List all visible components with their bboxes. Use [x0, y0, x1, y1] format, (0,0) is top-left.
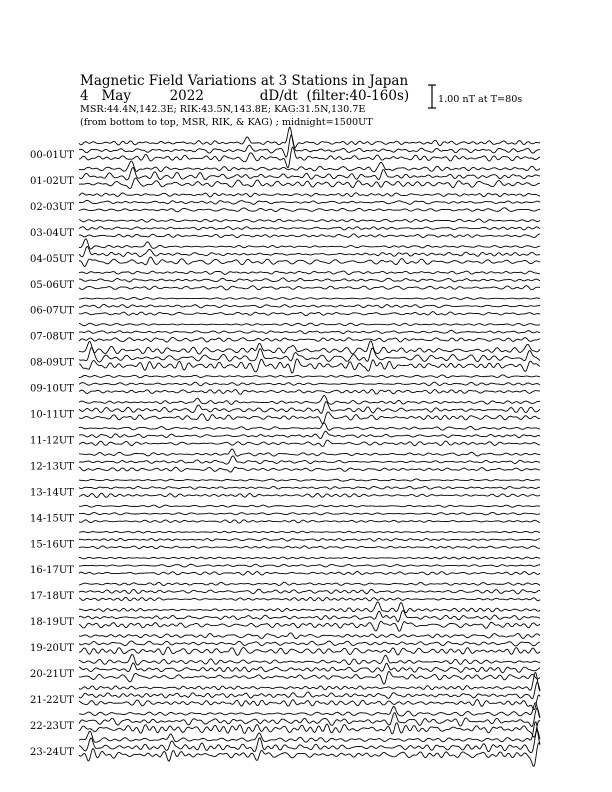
trace-msr-11-12ut	[79, 440, 540, 446]
trace-rik-22-23ut	[79, 708, 540, 727]
filter-label: (filter:40-160s)	[306, 88, 410, 104]
date-year: 2022	[169, 88, 204, 104]
trace-rik-03-04ut	[79, 227, 540, 230]
trace-kag-13-14ut	[79, 479, 540, 481]
trace-msr-12-13ut	[79, 467, 540, 472]
trace-rik-12-13ut	[79, 456, 540, 464]
hour-label: 11-12UT	[30, 435, 74, 447]
trace-rik-09-10ut	[79, 382, 540, 386]
trace-msr-16-17ut	[79, 571, 540, 575]
waveform-traces	[79, 127, 540, 766]
trace-kag-22-23ut	[79, 703, 540, 718]
trace-rik-06-07ut	[79, 304, 540, 308]
hour-label: 05-06UT	[30, 279, 74, 291]
hour-label: 15-16UT	[30, 539, 74, 551]
hour-label: 06-07UT	[30, 305, 74, 317]
trace-msr-01-02ut	[79, 178, 540, 189]
date-month: May	[101, 88, 131, 104]
trace-msr-07-08ut	[79, 337, 540, 342]
trace-kag-20-21ut	[79, 654, 540, 665]
trace-kag-06-07ut	[79, 297, 540, 299]
trace-msr-05-06ut	[79, 286, 540, 290]
order-note-line: (from bottom to top, MSR, RIK, & KAG) ; midnight=1500UT	[80, 117, 373, 128]
trace-kag-00-01ut	[79, 127, 540, 148]
trace-kag-02-03ut	[79, 193, 540, 197]
hour-label: 16-17UT	[30, 565, 74, 577]
trace-kag-03-04ut	[79, 219, 540, 222]
hour-label: 09-10UT	[30, 383, 74, 395]
hour-label: 03-04UT	[30, 227, 74, 239]
trace-msr-14-15ut	[79, 520, 540, 523]
hour-label: 14-15UT	[30, 513, 74, 525]
trace-msr-06-07ut	[79, 312, 540, 316]
trace-msr-02-03ut	[79, 208, 540, 212]
hour-label: 08-09UT	[30, 357, 74, 369]
scale-bar-label: 1.00 nT at T=80s	[438, 94, 523, 105]
trace-kag-17-18ut	[79, 582, 540, 585]
trace-rik-18-19ut	[79, 610, 540, 621]
hour-label: 20-21UT	[30, 669, 74, 680]
trace-rik-07-08ut	[79, 330, 540, 333]
trace-kag-07-08ut	[79, 323, 540, 326]
trace-kag-04-05ut	[79, 239, 540, 249]
hour-label: 18-19UT	[30, 617, 74, 629]
trace-rik-15-16ut	[79, 538, 540, 541]
hour-label: 12-13UT	[30, 461, 74, 473]
hour-label: 07-08UT	[30, 331, 74, 343]
trace-msr-10-11ut	[79, 412, 540, 424]
hour-label: 21-22UT	[30, 694, 74, 706]
trace-msr-03-04ut	[79, 234, 540, 238]
trace-kag-19-20ut	[79, 633, 540, 639]
trace-kag-09-10ut	[79, 375, 540, 378]
hour-label: 00-01UT	[30, 150, 74, 161]
trace-msr-13-14ut	[79, 493, 540, 497]
trace-msr-19-20ut	[79, 647, 540, 655]
trace-rik-00-01ut	[79, 135, 540, 157]
trace-msr-17-18ut	[79, 597, 540, 601]
trace-rik-17-18ut	[79, 589, 540, 594]
hour-label: 04-05UT	[30, 253, 74, 265]
hour-label: 23-24UT	[30, 746, 74, 758]
trace-msr-23-24ut	[79, 743, 540, 767]
hour-label: 02-03UT	[30, 201, 74, 213]
trace-rik-13-14ut	[79, 486, 540, 489]
trace-kag-08-09ut	[79, 341, 540, 354]
hour-label: 13-14UT	[30, 487, 74, 499]
trace-kag-01-02ut	[79, 161, 540, 172]
trace-kag-11-12ut	[79, 423, 540, 430]
trace-rik-14-15ut	[79, 512, 540, 514]
trace-rik-23-24ut	[79, 730, 540, 753]
trace-msr-08-09ut	[79, 359, 540, 373]
trace-kag-14-15ut	[79, 505, 540, 507]
trace-kag-16-17ut	[79, 557, 540, 559]
trace-msr-04-05ut	[79, 257, 540, 266]
trace-kag-12-13ut	[79, 449, 540, 456]
trace-kag-18-19ut	[79, 602, 540, 613]
date-day: 4	[80, 88, 89, 104]
trace-kag-21-22ut	[79, 672, 540, 691]
trace-rik-10-11ut	[79, 402, 540, 414]
trace-msr-21-22ut	[79, 695, 540, 710]
stations-line: MSR:44.4N,142.3E; RIK:43.5N,143.8E; KAG:31.5N,130.7E	[80, 104, 366, 115]
trace-kag-05-06ut	[79, 271, 540, 274]
quantity-label: dD/dt	[259, 88, 298, 104]
trace-rik-11-12ut	[79, 431, 540, 438]
trace-rik-08-09ut	[79, 348, 540, 362]
trace-msr-18-19ut	[79, 621, 540, 631]
trace-rik-05-06ut	[79, 278, 540, 282]
trace-msr-09-10ut	[79, 389, 540, 394]
trace-rik-16-17ut	[79, 564, 540, 567]
hour-label: 22-23UT	[30, 720, 74, 732]
hour-label: 10-11UT	[30, 409, 74, 421]
trace-kag-10-11ut	[79, 395, 540, 404]
trace-kag-23-24ut	[79, 722, 540, 744]
trace-msr-00-01ut	[79, 147, 540, 168]
trace-rik-04-05ut	[79, 246, 540, 256]
chart-title: Magnetic Field Variations at 3 Stations in Japan	[80, 73, 409, 89]
trace-msr-20-21ut	[79, 671, 540, 684]
trace-kag-15-16ut	[79, 531, 540, 533]
trace-rik-21-22ut	[79, 682, 540, 699]
hour-label: 17-18UT	[30, 591, 74, 603]
scale-bar	[428, 85, 436, 108]
hour-label: 01-02UT	[30, 175, 74, 187]
hour-label: 19-20UT	[30, 643, 74, 655]
trace-msr-15-16ut	[79, 546, 540, 549]
trace-rik-02-03ut	[79, 200, 540, 204]
trace-rik-19-20ut	[79, 641, 540, 646]
hour-labels	[30, 150, 74, 758]
trace-rik-20-21ut	[79, 663, 540, 673]
